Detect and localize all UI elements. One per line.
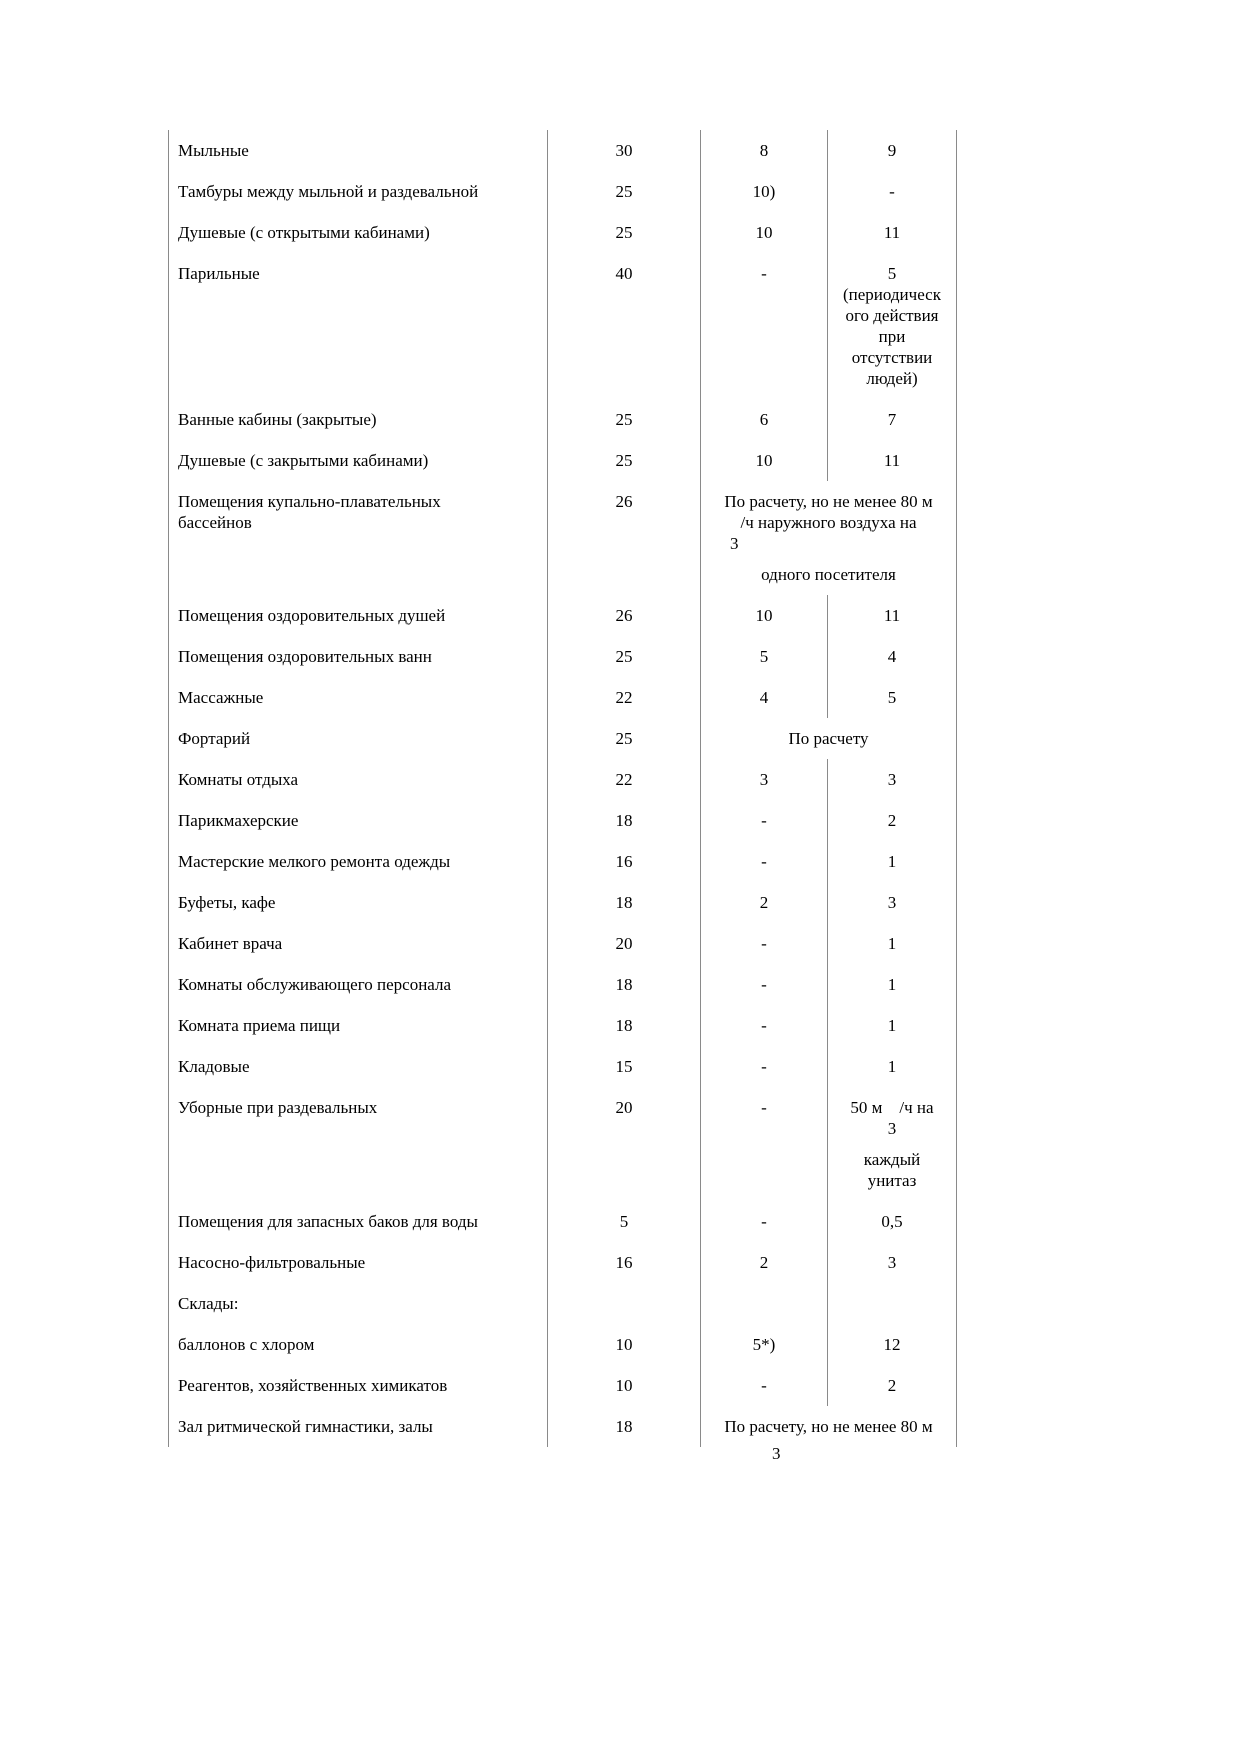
cell-line: Мыльные bbox=[178, 141, 249, 160]
air-inflow-cell bbox=[701, 1324, 828, 1365]
cell-line: 11 bbox=[883, 223, 901, 242]
air-inflow-cell bbox=[701, 1087, 828, 1201]
cell-line: 7 bbox=[887, 410, 897, 429]
cell-line: 1 bbox=[887, 934, 897, 953]
air-inflow-cell bbox=[701, 882, 828, 923]
cell-line: 18 bbox=[615, 975, 633, 994]
air-exhaust-cell bbox=[828, 171, 957, 212]
table-row bbox=[169, 1046, 957, 1087]
air-exhaust-cell bbox=[828, 636, 957, 677]
air-inflow-cell bbox=[701, 759, 828, 800]
temperature-cell bbox=[548, 677, 701, 718]
temperature-cell bbox=[548, 440, 701, 481]
room-name-cell bbox=[169, 759, 548, 800]
air-inflow-cell bbox=[701, 923, 828, 964]
cell-line: 3 bbox=[887, 1253, 897, 1272]
table-row bbox=[169, 399, 957, 440]
temperature-cell bbox=[548, 882, 701, 923]
cell-line: Парикмахерские bbox=[178, 811, 299, 830]
room-name-cell bbox=[169, 440, 548, 481]
cell-line: баллонов с хлором bbox=[178, 1335, 315, 1354]
temperature-cell bbox=[548, 759, 701, 800]
cell-line: 3 bbox=[759, 770, 769, 789]
cell-line: Мастерские мелкого ремонта одежды bbox=[178, 852, 451, 871]
calculated-exchange-cell bbox=[701, 481, 957, 595]
air-inflow-cell bbox=[701, 1201, 828, 1242]
table-row bbox=[169, 212, 957, 253]
cell-line: Комната приема пищи bbox=[178, 1016, 341, 1035]
room-name-cell bbox=[169, 718, 548, 759]
cell-line: - bbox=[761, 1212, 767, 1231]
temperature-cell bbox=[548, 636, 701, 677]
cell-line: Душевые (с открытыми кабинами) bbox=[178, 223, 430, 242]
cell-line: - bbox=[761, 264, 767, 283]
calculated-exchange-cell bbox=[701, 718, 957, 759]
cell-line: 10 bbox=[615, 1376, 633, 1395]
cell-line: 11 bbox=[883, 451, 901, 470]
cell-line: - bbox=[761, 1098, 767, 1117]
cell-line: 30 bbox=[615, 141, 633, 160]
cell-line: 5 bbox=[887, 688, 897, 707]
cell-line: 2 bbox=[887, 811, 897, 830]
temperature-cell bbox=[548, 800, 701, 841]
temperature-cell bbox=[548, 1283, 701, 1324]
cell-line: 10 bbox=[755, 451, 773, 470]
cell-line: 10 bbox=[755, 606, 773, 625]
temperature-cell bbox=[548, 1201, 701, 1242]
air-exhaust-cell bbox=[828, 841, 957, 882]
table-row bbox=[169, 800, 957, 841]
cell-line: каждый bbox=[863, 1150, 921, 1169]
cell-line: Кладовые bbox=[178, 1057, 250, 1076]
air-inflow-cell bbox=[701, 171, 828, 212]
cell-line: Помещения для запасных баков для воды bbox=[178, 1212, 478, 1231]
cell-line: Массажные bbox=[178, 688, 264, 707]
cell-line: 5 bbox=[759, 647, 769, 666]
table-row bbox=[169, 882, 957, 923]
room-name-cell bbox=[169, 964, 548, 1005]
table-row bbox=[169, 923, 957, 964]
air-inflow-cell bbox=[701, 1242, 828, 1283]
cell-line: 18 bbox=[615, 811, 633, 830]
cell-line: Ванные кабины (закрытые) bbox=[178, 410, 377, 429]
air-exhaust-cell bbox=[828, 1087, 957, 1201]
table-row bbox=[169, 1087, 957, 1201]
room-name-cell bbox=[169, 677, 548, 718]
air-inflow-cell bbox=[701, 253, 828, 399]
table-body bbox=[169, 130, 957, 1447]
cell-line: 2 bbox=[759, 1253, 769, 1272]
cell-line: ого действия bbox=[845, 306, 939, 325]
cell-line: Уборные при раздевальных bbox=[178, 1098, 378, 1117]
temperature-cell bbox=[548, 1365, 701, 1406]
cell-line: 11 bbox=[883, 606, 901, 625]
temperature-cell bbox=[548, 171, 701, 212]
air-exhaust-cell bbox=[828, 1283, 957, 1324]
cell-line: 6 bbox=[759, 410, 769, 429]
room-name-cell bbox=[169, 1324, 548, 1365]
cell-line: 15 bbox=[615, 1057, 633, 1076]
temperature-cell bbox=[548, 1242, 701, 1283]
cell-line: Тамбуры между мыльной и раздевальной bbox=[178, 182, 479, 201]
page-number: 3 bbox=[772, 1444, 781, 1463]
air-exhaust-cell bbox=[828, 130, 957, 171]
air-inflow-cell bbox=[701, 595, 828, 636]
cell-line: 5*) bbox=[752, 1335, 776, 1354]
cell-line: 5 bbox=[619, 1212, 629, 1231]
room-name-cell bbox=[169, 1201, 548, 1242]
temperature-cell bbox=[548, 481, 701, 595]
air-exhaust-cell bbox=[828, 595, 957, 636]
air-inflow-cell bbox=[701, 399, 828, 440]
cell-line: 3 bbox=[887, 1119, 897, 1138]
table-row bbox=[169, 481, 957, 595]
air-inflow-cell bbox=[701, 636, 828, 677]
temperature-cell bbox=[548, 964, 701, 1005]
air-inflow-cell bbox=[701, 212, 828, 253]
cell-line bbox=[831, 1139, 953, 1149]
cell-line: - bbox=[761, 852, 767, 871]
table-row bbox=[169, 1201, 957, 1242]
cell-line: 22 bbox=[615, 770, 633, 789]
air-exhaust-cell bbox=[828, 1324, 957, 1365]
temperature-cell bbox=[548, 1087, 701, 1201]
room-name-cell bbox=[169, 171, 548, 212]
table-row bbox=[169, 636, 957, 677]
cell-line: 18 bbox=[615, 893, 633, 912]
cell-line: 3 bbox=[730, 534, 739, 553]
cell-line: отсутствии bbox=[851, 348, 933, 367]
table-row bbox=[169, 718, 957, 759]
cell-line: людей) bbox=[866, 369, 918, 388]
air-exhaust-cell bbox=[828, 800, 957, 841]
cell-line: 0,5 bbox=[881, 1212, 903, 1231]
air-inflow-cell bbox=[701, 677, 828, 718]
table-row bbox=[169, 841, 957, 882]
cell-line: Кабинет врача bbox=[178, 934, 283, 953]
cell-line: 2 bbox=[887, 1376, 897, 1395]
cell-line: Насосно-фильтровальные bbox=[178, 1253, 366, 1272]
cell-line: 26 bbox=[615, 492, 633, 511]
cell-line: По расчету, но не менее 80 м bbox=[724, 492, 933, 511]
cell-line: унитаз bbox=[867, 1171, 917, 1190]
room-name-cell bbox=[169, 595, 548, 636]
table-row bbox=[169, 595, 957, 636]
cell-line: Помещения оздоровительных душей bbox=[178, 606, 446, 625]
air-inflow-cell bbox=[701, 1365, 828, 1406]
air-exhaust-cell bbox=[828, 253, 957, 399]
cell-line: - bbox=[761, 1057, 767, 1076]
room-name-cell bbox=[169, 923, 548, 964]
cell-line: 1 bbox=[887, 1016, 897, 1035]
table-row bbox=[169, 440, 957, 481]
room-name-cell bbox=[169, 1242, 548, 1283]
room-name-cell bbox=[169, 253, 548, 399]
table-row bbox=[169, 253, 957, 399]
cell-line: Помещения купально-плавательных bbox=[178, 492, 441, 511]
cell-line: 25 bbox=[615, 223, 633, 242]
cell-line: 25 bbox=[615, 451, 633, 470]
room-name-cell bbox=[169, 1046, 548, 1087]
cell-line: - bbox=[761, 934, 767, 953]
room-name-cell bbox=[169, 212, 548, 253]
air-exhaust-cell bbox=[828, 440, 957, 481]
cell-line: 16 bbox=[615, 1253, 633, 1272]
room-name-cell bbox=[169, 1365, 548, 1406]
temperature-cell bbox=[548, 718, 701, 759]
air-inflow-cell bbox=[701, 1283, 828, 1324]
air-inflow-cell bbox=[701, 800, 828, 841]
cell-line: - bbox=[889, 182, 895, 201]
room-name-cell bbox=[169, 841, 548, 882]
air-exhaust-cell bbox=[828, 399, 957, 440]
table-row bbox=[169, 1242, 957, 1283]
air-exhaust-cell bbox=[828, 1005, 957, 1046]
table-row bbox=[169, 677, 957, 718]
air-exhaust-cell bbox=[828, 212, 957, 253]
cell-line: 25 bbox=[615, 182, 633, 201]
air-exhaust-cell bbox=[828, 677, 957, 718]
cell-line: Фортарий bbox=[178, 729, 251, 748]
temperature-cell bbox=[548, 923, 701, 964]
air-inflow-cell bbox=[701, 440, 828, 481]
cell-line: 50 м /ч на bbox=[850, 1098, 934, 1117]
cell-line: 40 bbox=[615, 264, 633, 283]
cell-line: бассейнов bbox=[178, 513, 252, 532]
cell-line: 2 bbox=[759, 893, 769, 912]
room-name-cell bbox=[169, 130, 548, 171]
cell-line: - bbox=[761, 1376, 767, 1395]
cell-line: Помещения оздоровительных ванн bbox=[178, 647, 432, 666]
air-exhaust-cell bbox=[828, 882, 957, 923]
cell-line: 1 bbox=[887, 1057, 897, 1076]
cell-line: 25 bbox=[615, 729, 633, 748]
temperature-cell bbox=[548, 595, 701, 636]
temperature-cell bbox=[548, 253, 701, 399]
cell-line: одного посетителя bbox=[761, 565, 896, 584]
table-row bbox=[169, 1283, 957, 1324]
room-name-cell bbox=[169, 481, 548, 595]
air-exhaust-cell bbox=[828, 923, 957, 964]
cell-line: 10 bbox=[615, 1335, 633, 1354]
room-name-cell bbox=[169, 399, 548, 440]
table-row bbox=[169, 759, 957, 800]
room-name-cell bbox=[169, 636, 548, 677]
cell-line: Душевые (с закрытыми кабинами) bbox=[178, 451, 429, 470]
cell-line: 25 bbox=[615, 410, 633, 429]
cell-line: 18 bbox=[615, 1417, 633, 1436]
cell-line: 1 bbox=[887, 975, 897, 994]
calculated-exchange-cell bbox=[701, 1406, 957, 1447]
cell-line: 10 bbox=[755, 223, 773, 242]
cell-line: Зал ритмической гимнастики, залы bbox=[178, 1417, 433, 1436]
cell-line: 8 bbox=[759, 141, 769, 160]
cell-line: 12 bbox=[883, 1335, 901, 1354]
cell-line: 10) bbox=[752, 182, 776, 201]
cell-line: 26 bbox=[615, 606, 633, 625]
air-exhaust-cell bbox=[828, 1046, 957, 1087]
cell-line bbox=[704, 554, 953, 564]
room-name-cell bbox=[169, 1087, 548, 1201]
cell-line: - bbox=[761, 975, 767, 994]
cell-line: при bbox=[878, 327, 906, 346]
room-name-cell bbox=[169, 1005, 548, 1046]
air-exchange-table bbox=[168, 130, 957, 1447]
cell-line: 4 bbox=[759, 688, 769, 707]
temperature-cell bbox=[548, 399, 701, 440]
air-inflow-cell bbox=[701, 964, 828, 1005]
table-row bbox=[169, 1365, 957, 1406]
cell-line: (периодическ bbox=[843, 285, 941, 304]
cell-line: 18 bbox=[615, 1016, 633, 1035]
cell-line: 22 bbox=[615, 688, 633, 707]
cell-line: - bbox=[761, 811, 767, 830]
cell-line: Буфеты, кафе bbox=[178, 893, 276, 912]
air-inflow-cell bbox=[701, 1005, 828, 1046]
temperature-cell bbox=[548, 841, 701, 882]
air-inflow-cell bbox=[701, 130, 828, 171]
room-name-cell bbox=[169, 882, 548, 923]
temperature-cell bbox=[548, 1406, 701, 1447]
room-name-cell bbox=[169, 800, 548, 841]
cell-line: 25 bbox=[615, 647, 633, 666]
cell-line: - bbox=[761, 1016, 767, 1035]
air-inflow-cell bbox=[701, 841, 828, 882]
temperature-cell bbox=[548, 130, 701, 171]
air-exhaust-cell bbox=[828, 1242, 957, 1283]
air-exhaust-cell bbox=[828, 964, 957, 1005]
cell-line: Склады: bbox=[178, 1294, 239, 1313]
cell-line: Парильные bbox=[178, 264, 260, 283]
cell-line: Реагентов, хозяйственных химикатов bbox=[178, 1376, 448, 1395]
table-row bbox=[169, 1406, 957, 1447]
temperature-cell bbox=[548, 1324, 701, 1365]
air-exhaust-cell bbox=[828, 759, 957, 800]
cell-line: 4 bbox=[887, 647, 897, 666]
cell-line: По расчету, но не менее 80 м bbox=[724, 1417, 933, 1436]
table-row bbox=[169, 130, 957, 171]
cell-line: 20 bbox=[615, 1098, 633, 1117]
air-exhaust-cell bbox=[828, 1365, 957, 1406]
table-row bbox=[169, 1324, 957, 1365]
cell-line: 9 bbox=[887, 141, 897, 160]
air-exhaust-cell bbox=[828, 1201, 957, 1242]
cell-line: 3 bbox=[887, 770, 897, 789]
room-name-cell bbox=[169, 1406, 548, 1447]
temperature-cell bbox=[548, 1046, 701, 1087]
table-row bbox=[169, 964, 957, 1005]
cell-line: 5 bbox=[887, 264, 897, 283]
cell-line: /ч наружного воздуха на bbox=[740, 513, 917, 532]
air-inflow-cell bbox=[701, 1046, 828, 1087]
cell-line: 3 bbox=[887, 893, 897, 912]
table-row bbox=[169, 171, 957, 212]
table-row bbox=[169, 1005, 957, 1046]
room-name-cell bbox=[169, 1283, 548, 1324]
temperature-cell bbox=[548, 1005, 701, 1046]
cell-line: 16 bbox=[615, 852, 633, 871]
temperature-cell bbox=[548, 212, 701, 253]
cell-line: Комнаты обслуживающего персонала bbox=[178, 975, 452, 994]
cell-line: 1 bbox=[887, 852, 897, 871]
cell-line: По расчету bbox=[788, 729, 869, 748]
cell-line: 20 bbox=[615, 934, 633, 953]
cell-line: Комнаты отдыха bbox=[178, 770, 299, 789]
